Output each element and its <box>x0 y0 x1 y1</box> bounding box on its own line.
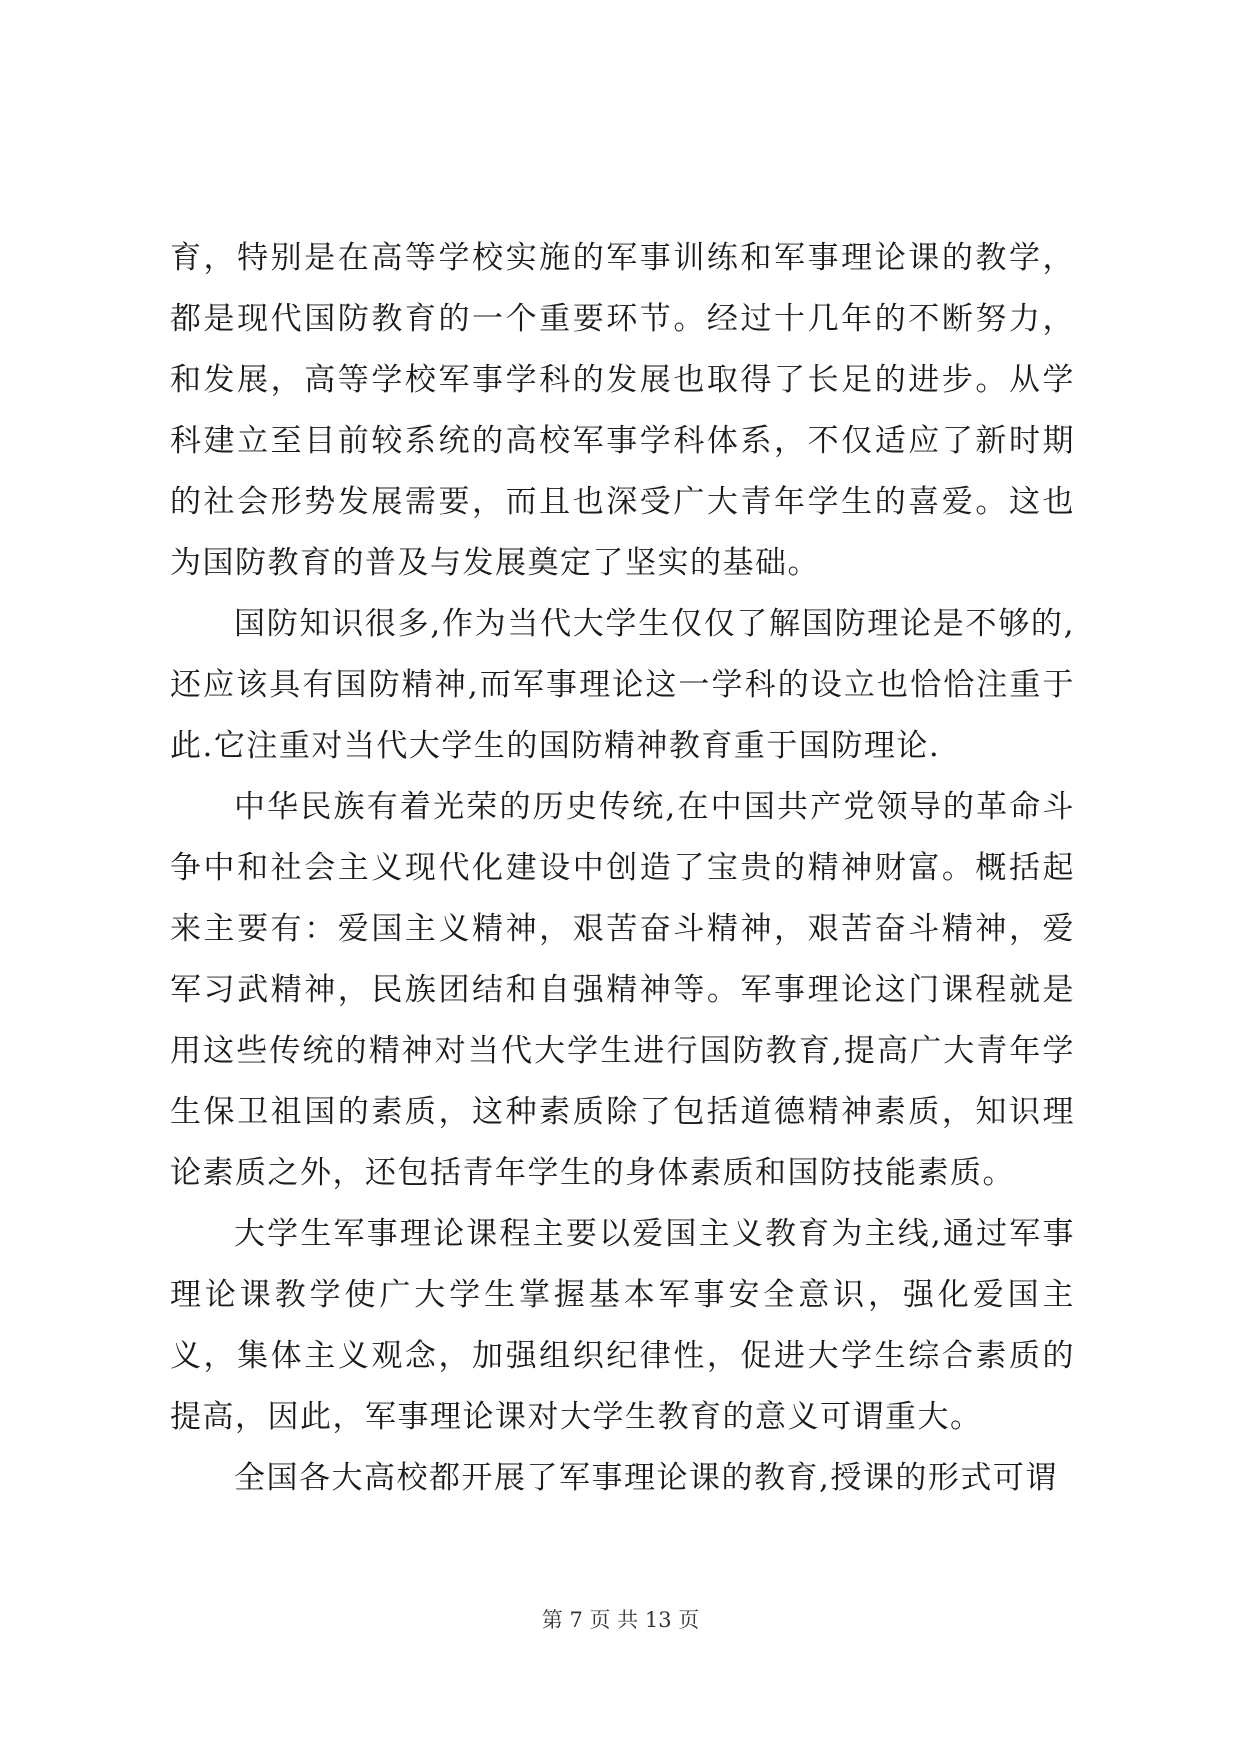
paragraph: 中华民族有着光荣的历史传统,在中国共产党领导的革命斗争中和社会主义现代化建设中创造了宝贵的精神财富。概括起来主要有：爱国主义精神，艰苦奋斗精神，艰苦奋斗精神，爱军习武精神，民族团结和自强精神等。军事理论这门课程就是用这些传统的精神对当代大学生进行国防教育,提高广大青年学生保卫祖国的素质，这种素质除了包括道德精神素质，知识理论素质之外，还包括青年学生的身体素质和国防技能素质。 <box>170 789 1075 1191</box>
paragraph-continued: 育，特别是在高等学校实施的军事训练和军事理论课的教学，都是现代国防教育的一个重要环节。经过十几年的不断努力，和发展，高等学校军事学科的发展也取得了长足的进步。从学科建立至目前较系统的高校军事学科体系，不仅适应了新时期的社会形势发展需要，而且也深受广大青年学生的喜爱。这也为国防教育的普及与发展奠定了坚实的基础。 <box>170 240 1075 581</box>
page-footer: 第 7 页 共 13 页 <box>541 1608 700 1632</box>
paragraph: 全国各大高校都开展了军事理论课的教育,授课的形式可谓 <box>234 1460 1058 1496</box>
paragraph: 大学生军事理论课程主要以爱国主义教育为主线,通过军事理论课教学使广大学生掌握基本军事安全意识，强化爱国主义，集体主义观念，加强组织纪律性，促进大学生综合素质的提高，因此，军事理论课对大学生教育的意义可谓重大。 <box>170 1216 1075 1435</box>
paragraph: 国防知识很多,作为当代大学生仅仅了解国防理论是不够的,还应该具有国防精神,而军事理论这一学科的设立也恰恰注重于此.它注重对当代大学生的国防精神教育重于国防理论. <box>170 606 1075 764</box>
document-body <box>170 228 1075 1509</box>
